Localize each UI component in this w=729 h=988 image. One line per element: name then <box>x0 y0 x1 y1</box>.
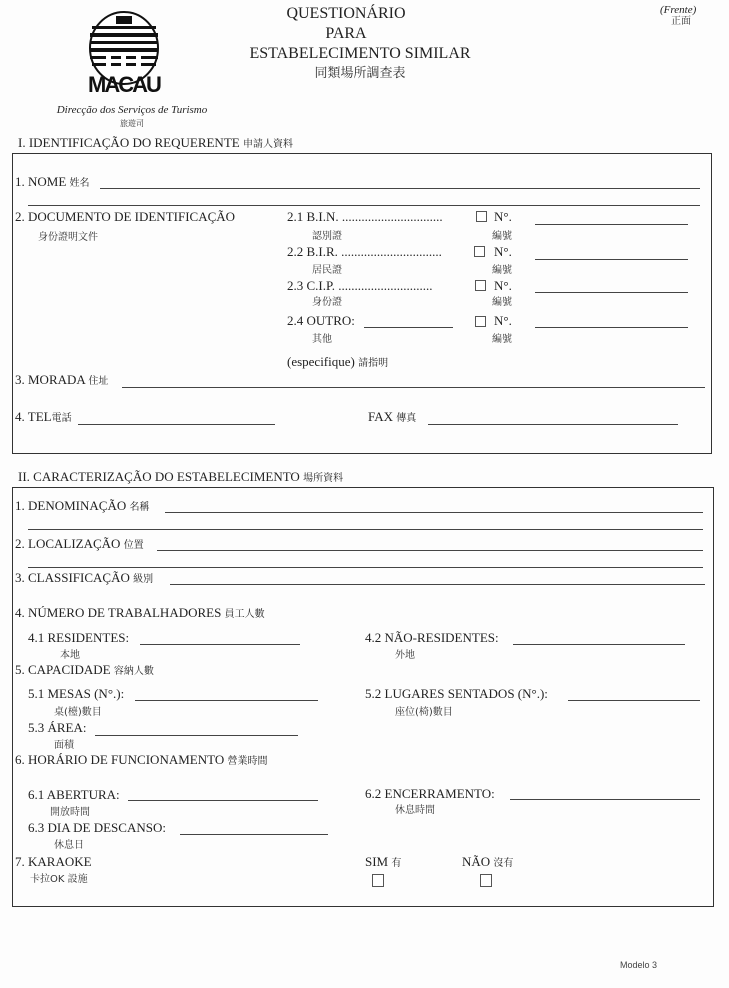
classificacao-field[interactable] <box>170 584 705 585</box>
checkbox-bin[interactable] <box>476 211 487 222</box>
section1-title: I. IDENTIFICAÇÃO DO REQUERENTE 申請人資料 <box>18 135 293 150</box>
doc-option-bir-cn: 居民證 <box>312 265 342 276</box>
side-label-cn: 正面 <box>671 16 691 27</box>
classificacao-label: 3. CLASSIFICAÇÃO 級別 <box>15 570 154 585</box>
svg-text:MACAU: MACAU <box>88 72 160 97</box>
doc-option-outro: 2.4 OUTRO: <box>287 313 355 328</box>
doc-option-cip: 2.3 C.I.P. ............................. <box>287 278 433 293</box>
area-label: 5.3 ÁREA: <box>28 720 87 735</box>
nao-residentes-label: 4.2 NÃO-RESIDENTES: <box>365 630 499 645</box>
org-name-cn: 旅遊司 <box>120 119 144 128</box>
encerramento-label: 6.2 ENCERRAMENTO: <box>365 786 495 801</box>
documento-label-cn: 身份證明文件 <box>38 232 98 243</box>
karaoke-sim-checkbox[interactable] <box>372 874 384 887</box>
denominacao-label: 1. DENOMINAÇÃO 名稱 <box>15 498 150 513</box>
section1-box <box>12 153 712 454</box>
morada-field[interactable] <box>122 387 705 388</box>
karaoke-nao-checkbox[interactable] <box>480 874 492 887</box>
residentes-label: 4.1 RESIDENTES: <box>28 630 130 645</box>
title-line-2: PARA <box>325 25 367 42</box>
trabalhadores-label: 4. NÚMERO DE TRABALHADORES 員工人數 <box>15 605 265 620</box>
nome-label: 1. NOME 姓名 <box>15 174 90 189</box>
number-label: N°. <box>494 244 512 259</box>
karaoke-sim-label: SIM 有 <box>365 854 402 869</box>
localizacao-label: 2. LOCALIZAÇÃO 位置 <box>15 536 144 551</box>
abertura-label: 6.1 ABERTURA: <box>28 787 120 802</box>
area-field[interactable] <box>95 735 298 736</box>
mesas-label: 5.1 MESAS (N°.): <box>28 686 125 701</box>
lugares-cn: 座位(椅)數目 <box>395 707 453 718</box>
nome-field[interactable] <box>100 188 700 189</box>
title-cn: 同類場所調查表 <box>314 66 406 81</box>
encerramento-field[interactable] <box>510 799 700 800</box>
number-label: N°. <box>494 278 512 293</box>
doc-option-cip-cn: 身份證 <box>312 297 342 308</box>
number-label: N°. <box>494 209 512 224</box>
karaoke-label: 7. KARAOKE <box>15 854 92 869</box>
karaoke-cn: 卡拉OK 設施 <box>30 874 88 885</box>
outro-number-field[interactable] <box>535 327 688 328</box>
bin-number-field[interactable] <box>535 224 688 225</box>
abertura-cn: 開放時間 <box>50 807 90 818</box>
horario-label: 6. HORÁRIO DE FUNCIONAMENTO 營業時間 <box>15 752 268 767</box>
cip-number-field[interactable] <box>535 292 688 293</box>
morada-label: 3. MORADA 住址 <box>15 372 109 387</box>
residentes-cn: 本地 <box>60 650 80 661</box>
fax-field[interactable] <box>428 424 678 425</box>
lugares-label: 5.2 LUGARES SENTADOS (N°.): <box>365 686 548 701</box>
descanso-field[interactable] <box>180 834 328 835</box>
checkbox-outro[interactable] <box>475 316 486 327</box>
number-label-cn: 編號 <box>492 297 512 308</box>
nao-residentes-field[interactable] <box>513 644 685 645</box>
fax-label: FAX 傳真 <box>368 409 417 424</box>
mesas-field[interactable] <box>135 700 318 701</box>
outro-specify-field[interactable] <box>364 327 453 328</box>
nome-field-line2[interactable] <box>28 205 700 206</box>
title-line-1: QUESTIONÁRIO <box>286 5 406 22</box>
number-label-cn: 編號 <box>492 334 512 345</box>
abertura-field[interactable] <box>128 800 318 801</box>
localizacao-field-line2[interactable] <box>28 567 703 568</box>
checkbox-bir[interactable] <box>474 246 485 257</box>
tel-field[interactable] <box>78 424 275 425</box>
area-cn: 面積 <box>54 740 74 751</box>
number-label-cn: 編號 <box>492 265 512 276</box>
section2-title: II. CARACTERIZAÇÃO DO ESTABELECIMENTO 場所資料 <box>18 469 344 484</box>
model-number: Modelo 3 <box>620 960 658 970</box>
residentes-field[interactable] <box>140 644 300 645</box>
tel-label: 4. TEL電話 <box>15 409 72 424</box>
denominacao-field[interactable] <box>165 512 703 513</box>
specify-note: (especifique) 請指明 <box>287 354 389 369</box>
bir-number-field[interactable] <box>535 259 688 260</box>
number-label: N°. <box>494 313 512 328</box>
nao-residentes-cn: 外地 <box>395 650 415 661</box>
encerramento-cn: 休息時間 <box>395 805 435 816</box>
lugares-field[interactable] <box>568 700 700 701</box>
doc-option-bin-cn: 認別證 <box>312 231 342 242</box>
documento-label: 2. DOCUMENTO DE IDENTIFICAÇÃO <box>15 209 236 224</box>
checkbox-cip[interactable] <box>475 280 486 291</box>
localizacao-field[interactable] <box>157 550 703 551</box>
descanso-label: 6.3 DIA DE DESCANSO: <box>28 820 166 835</box>
doc-option-outro-cn: 其他 <box>312 334 332 345</box>
org-name: Direcção dos Serviços de Turismo <box>56 104 208 116</box>
capacidade-label: 5. CAPACIDADE 容納人數 <box>15 662 154 677</box>
doc-option-bin: 2.1 B.I.N. ............................... <box>287 209 443 224</box>
karaoke-nao-label: NÃO 沒有 <box>462 854 514 869</box>
denominacao-field-line2[interactable] <box>28 529 703 530</box>
macau-logo <box>86 10 162 102</box>
title-line-3: ESTABELECIMENTO SIMILAR <box>249 45 471 62</box>
mesas-cn: 桌(檯)數目 <box>54 707 102 718</box>
side-label: (Frente) <box>660 4 697 16</box>
descanso-cn: 休息日 <box>54 840 84 851</box>
number-label-cn: 編號 <box>492 231 512 242</box>
doc-option-bir: 2.2 B.I.R. ............................... <box>287 244 442 259</box>
